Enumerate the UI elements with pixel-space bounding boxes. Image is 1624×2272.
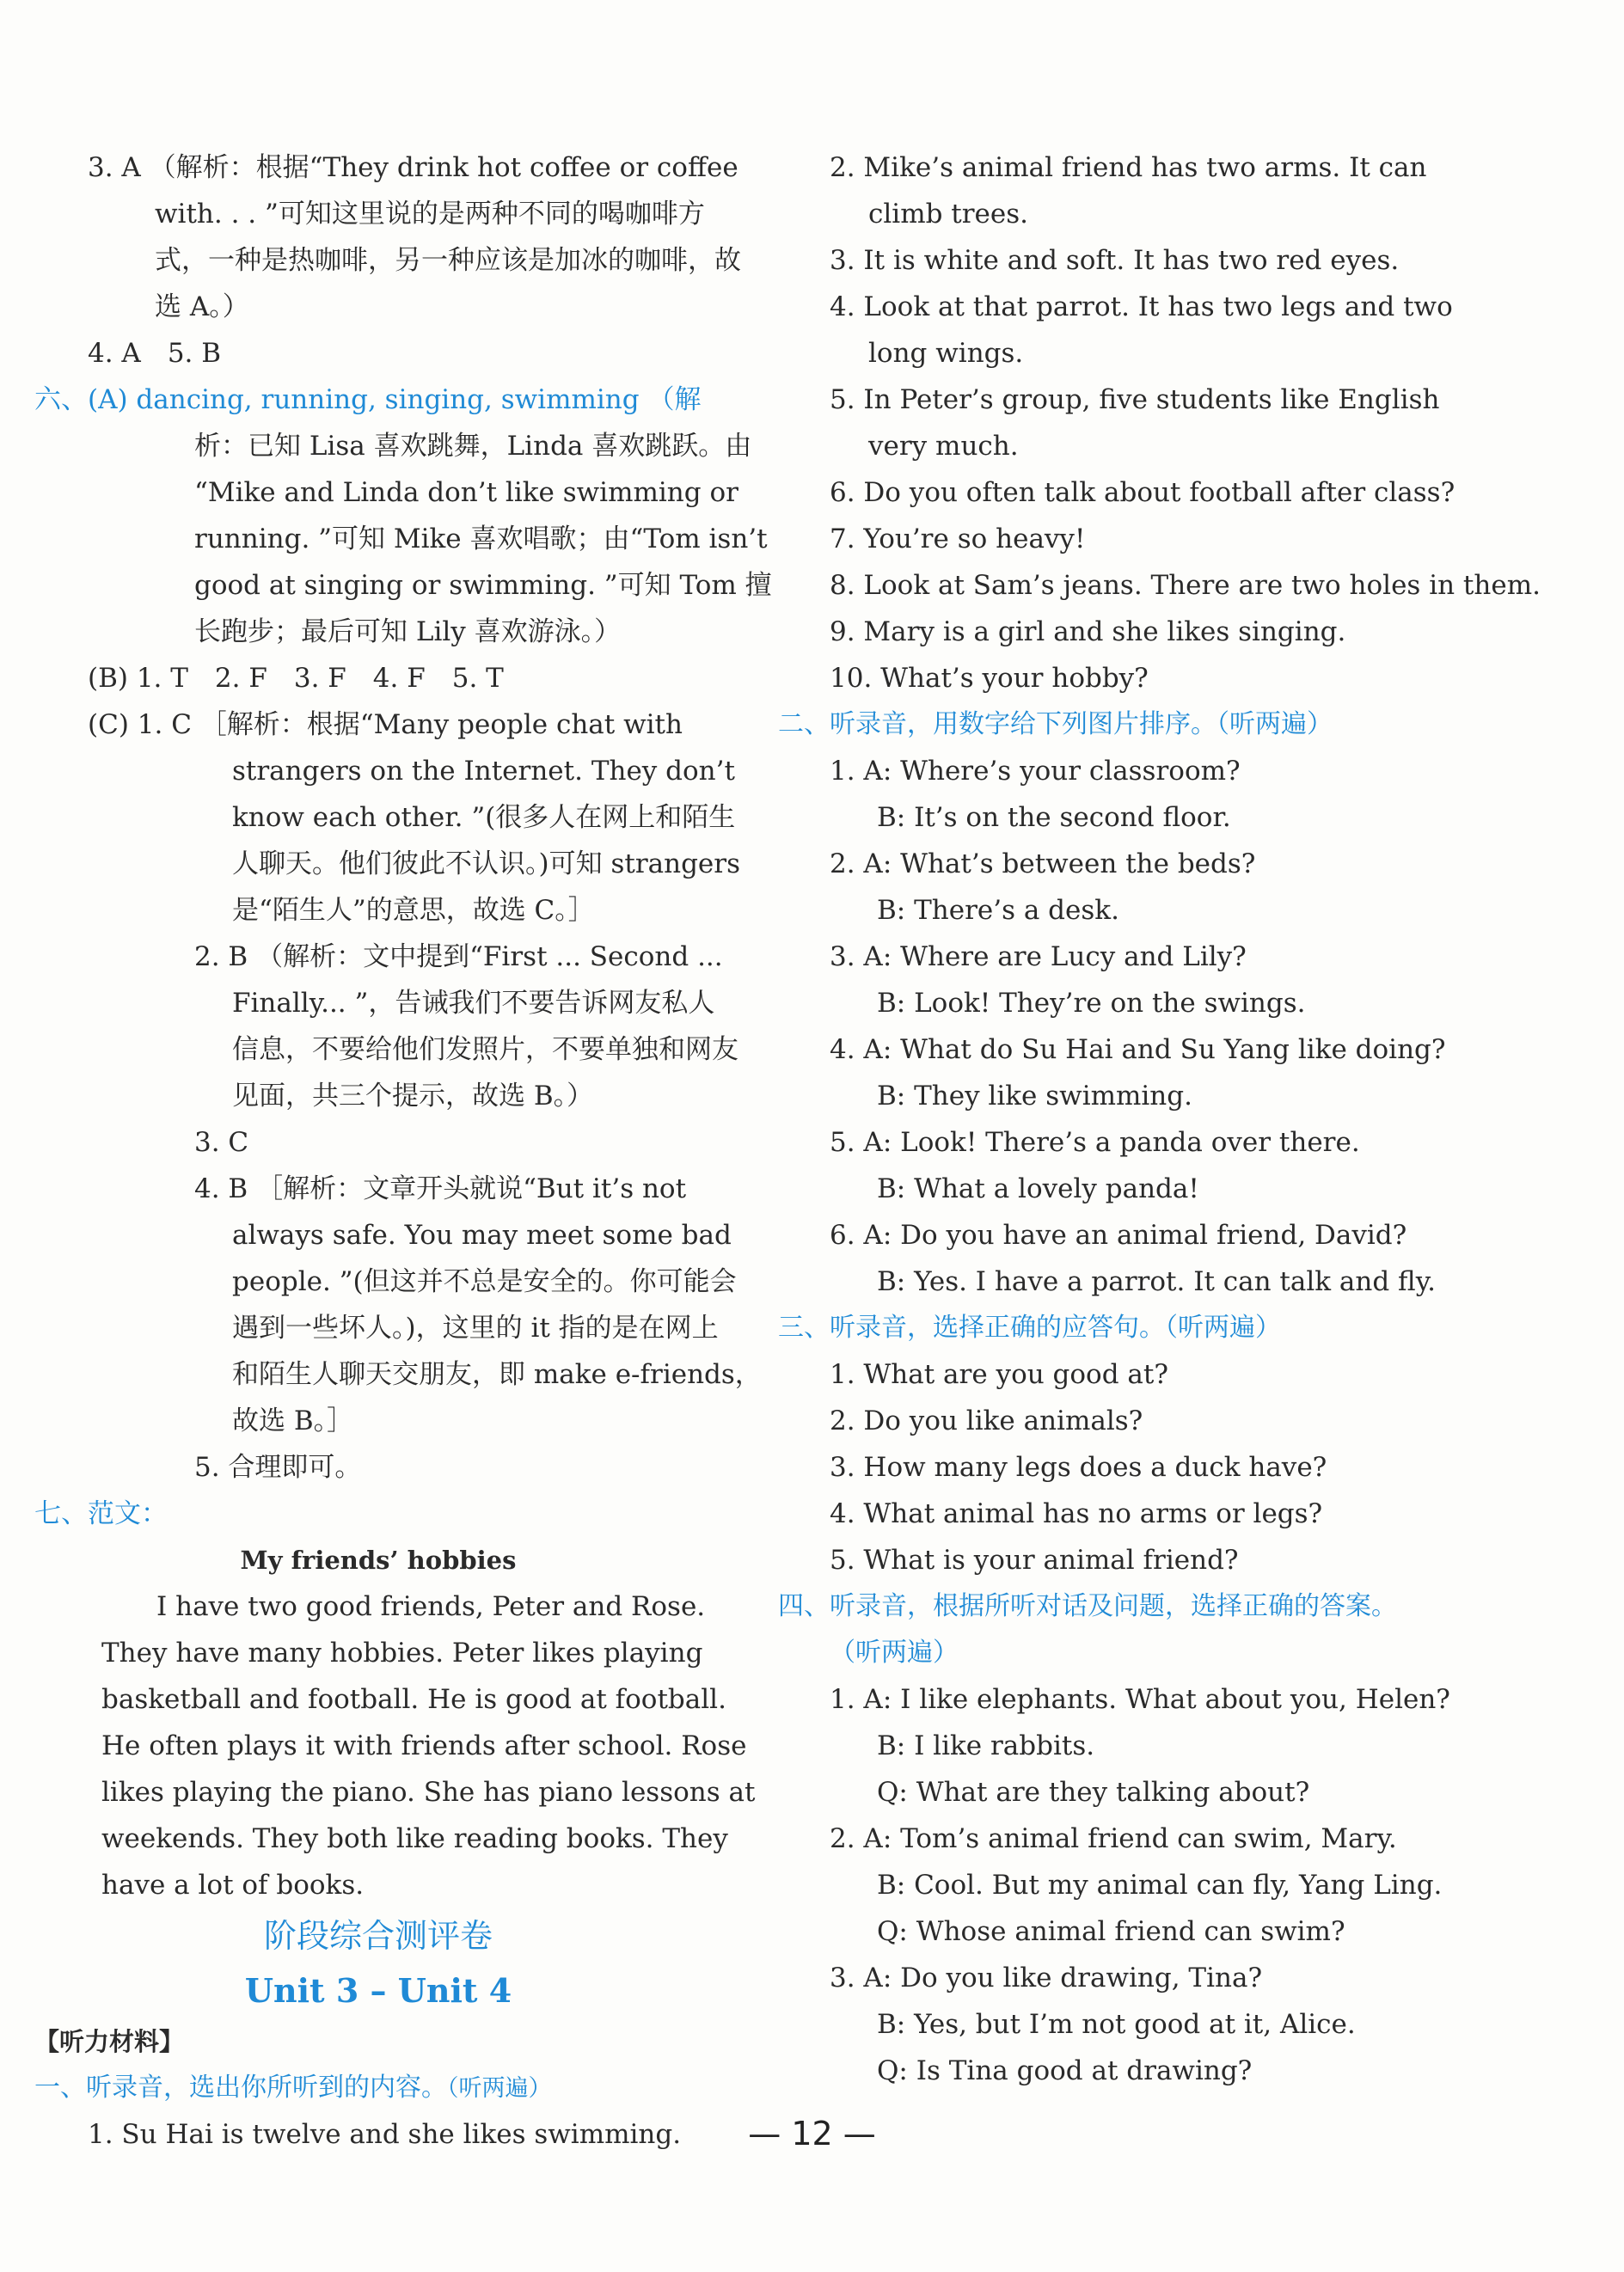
- listening-line: 9. Mary is a girl and she likes singing.: [830, 616, 1346, 647]
- essay-line: have a lot of books.: [101, 1870, 365, 1901]
- listening-line: 3. It is white and soft. It has two red eyes.: [830, 245, 1400, 276]
- listening-line: B: Yes. I have a parrot. It can talk and fly.: [877, 1266, 1436, 1297]
- listening-line: 2. A: What’s between the beds?: [830, 848, 1256, 879]
- answer-line: 4. A 5. B: [88, 338, 222, 369]
- listening-line: long wings.: [868, 338, 1024, 369]
- answer-line: good at singing or swimming. ”可知 Tom 擅: [194, 570, 772, 601]
- essay-line: He often plays it with friends after school. Rose: [101, 1730, 747, 1761]
- answer-line: “Mike and Linda don’t like swimming or: [194, 477, 738, 508]
- answer-line: 信息，不要给他们发照片，不要单独和网友: [232, 1034, 738, 1065]
- answer-line: 人聊天。他们彼此不认识。)可知 strangers: [232, 848, 740, 879]
- answer-line: 是“陌生人”的意思，故选 C。］: [232, 895, 595, 926]
- listening-line: very much.: [868, 431, 1019, 462]
- answer-line: 5. 合理即可。: [194, 1452, 362, 1483]
- answer-line: 长跑步；最后可知 Lily 喜欢游泳。）: [194, 616, 622, 647]
- section-heading: 三、听录音，选择正确的应答句。（听两遍）: [778, 1313, 1281, 1343]
- listening-line: 8. Look at Sam’s jeans. There are two holes in them.: [830, 570, 1541, 601]
- listening-line: 1. What are you good at?: [830, 1359, 1168, 1390]
- listening-line: 2. A: Tom’s animal friend can swim, Mary.: [830, 1823, 1397, 1854]
- answer-line: (B) 1. T 2. F 3. F 4. F 5. T: [88, 663, 504, 694]
- essay-line: weekends. They both like reading books. They: [101, 1823, 728, 1854]
- listening-line: B: Yes, but I’m not good at it, Alice.: [877, 2009, 1356, 2040]
- answer-line: 4. B ［解析：文章开头就说“But it’s not: [194, 1173, 687, 1204]
- listening-line: B: It’s on the second floor.: [877, 802, 1231, 833]
- listening-line: 6. A: Do you have an animal friend, David?: [830, 1220, 1407, 1251]
- listening-line: 3. A: Do you like drawing, Tina?: [830, 1963, 1263, 1993]
- listening-line: B: Cool. But my animal can fly, Yang Ling.: [877, 1870, 1443, 1901]
- listening-item: 1. Su Hai is twelve and she likes swimming.: [88, 2119, 682, 2150]
- unit-title: Unit 3 – Unit 4: [244, 1971, 512, 2010]
- answer-line: always safe. You may meet some bad: [232, 1220, 732, 1251]
- listening-line: Q: Is Tina good at drawing?: [877, 2055, 1253, 2086]
- essay-line: likes playing the piano. She has piano lessons at: [101, 1777, 756, 1808]
- section-hint: （听两遍）: [447, 2075, 552, 2102]
- answer-line: 2. B （解析：文中提到“First ... Second ...: [194, 941, 723, 972]
- listening-line: 10. What’s your hobby?: [830, 663, 1149, 694]
- answer-line: 析：已知 Lisa 喜欢跳舞，Linda 喜欢跳跃。由: [194, 431, 752, 462]
- listening-line: B: What a lovely panda!: [877, 1173, 1199, 1204]
- section-heading: [34, 2065, 722, 2111]
- answer-line: strangers on the Internet. They don’t: [232, 756, 735, 787]
- listening-line: Q: What are they talking about?: [877, 1777, 1310, 1808]
- listening-line: Q: Whose animal friend can swim?: [877, 1916, 1345, 1947]
- essay-line: I have two good friends, Peter and Rose.: [156, 1591, 706, 1622]
- listening-line: B: Look! They’re on the swings.: [877, 988, 1306, 1019]
- answer-line: with. . . ”可知这里说的是两种不同的喝咖啡方: [155, 199, 705, 230]
- left-column: [34, 144, 772, 2158]
- answer-line: (C) 1. C ［解析：根据“Many people chat with: [88, 709, 683, 740]
- answer-line: know each other. ”(很多人在网上和陌生: [232, 802, 736, 833]
- listening-line: 5. In Peter’s group, five students like English: [830, 384, 1440, 415]
- answer-line: 七、范文：: [34, 1498, 168, 1529]
- materials-heading: 【听力材料】: [34, 2027, 185, 2056]
- right-column: [778, 144, 1541, 2094]
- listening-line: 3. A: Where are Lucy and Lily?: [830, 941, 1247, 972]
- listening-line: 5. A: Look! There’s a panda over there.: [830, 1127, 1360, 1158]
- listening-line: 4. What animal has no arms or legs?: [830, 1498, 1323, 1529]
- listening-line: 2. Do you like animals?: [830, 1405, 1143, 1436]
- part-title: 阶段综合测评卷: [263, 1917, 493, 1955]
- essay-title: My friends’ hobbies: [240, 1546, 517, 1575]
- listening-line: 4. A: What do Su Hai and Su Yang like doing?: [830, 1034, 1446, 1065]
- listening-line: climb trees.: [868, 199, 1029, 230]
- section-heading: 四、听录音，根据所听对话及问题，选择正确的答案。: [778, 1591, 1397, 1621]
- answer-line: Finally... ”，告诫我们不要告诉网友私人: [232, 988, 715, 1019]
- section-heading: 二、听录音，用数字给下列图片排序。（听两遍）: [778, 709, 1333, 739]
- listening-line: 5. What is your animal friend?: [830, 1545, 1239, 1576]
- page-number: — 12 —: [748, 2115, 876, 2153]
- listening-line: B: There’s a desk.: [877, 895, 1119, 926]
- answer-line: 故选 B。］: [232, 1405, 354, 1436]
- answer-line: running. ”可知 Mike 喜欢唱歌；由“Tom isn’t: [194, 524, 768, 554]
- listening-line: 3. How many legs does a duck have?: [830, 1452, 1327, 1483]
- essay-line: They have many hobbies. Peter likes playing: [101, 1638, 703, 1669]
- essay-line: basketball and football. He is good at football.: [101, 1684, 726, 1715]
- listening-line: 1. A: I like elephants. What about you, Helen?: [830, 1684, 1450, 1715]
- answer-line: 遇到一些坏人。)，这里的 it 指的是在网上: [232, 1313, 719, 1344]
- answer-line: people. ”(但这并不总是安全的。你可能会: [232, 1266, 737, 1297]
- answer-line: 式，一种是热咖啡，另一种应该是加冰的咖啡，故: [155, 245, 741, 276]
- listening-line: B: They like swimming.: [877, 1081, 1192, 1112]
- answer-line: 3. A （解析：根据“They drink hot coffee or coffee: [88, 152, 738, 183]
- answer-line: 3. C: [194, 1127, 249, 1158]
- listening-line: 1. A: Where’s your classroom?: [830, 756, 1241, 787]
- listening-line: 2. Mike’s animal friend has two arms. It can: [830, 152, 1427, 183]
- listening-line: B: I like rabbits.: [877, 1730, 1095, 1761]
- answer-line: 见面，共三个提示，故选 B。）: [232, 1081, 594, 1112]
- answer-line: 选 A。）: [155, 291, 249, 322]
- answer-line: 和陌生人聊天交朋友，即 make e-friends，: [232, 1359, 762, 1390]
- answer-line: 六、(A) dancing, running, singing, swimming （解: [34, 384, 702, 415]
- listening-line: 7. You’re so heavy!: [830, 524, 1086, 554]
- listening-line: 6. Do you often talk about football after class?: [830, 477, 1455, 508]
- listening-line: 4. Look at that parrot. It has two legs and two: [830, 291, 1453, 322]
- section-title: 一、听录音，选出你所听到的内容。: [34, 2073, 447, 2103]
- section-heading: （听两遍）: [830, 1638, 959, 1668]
